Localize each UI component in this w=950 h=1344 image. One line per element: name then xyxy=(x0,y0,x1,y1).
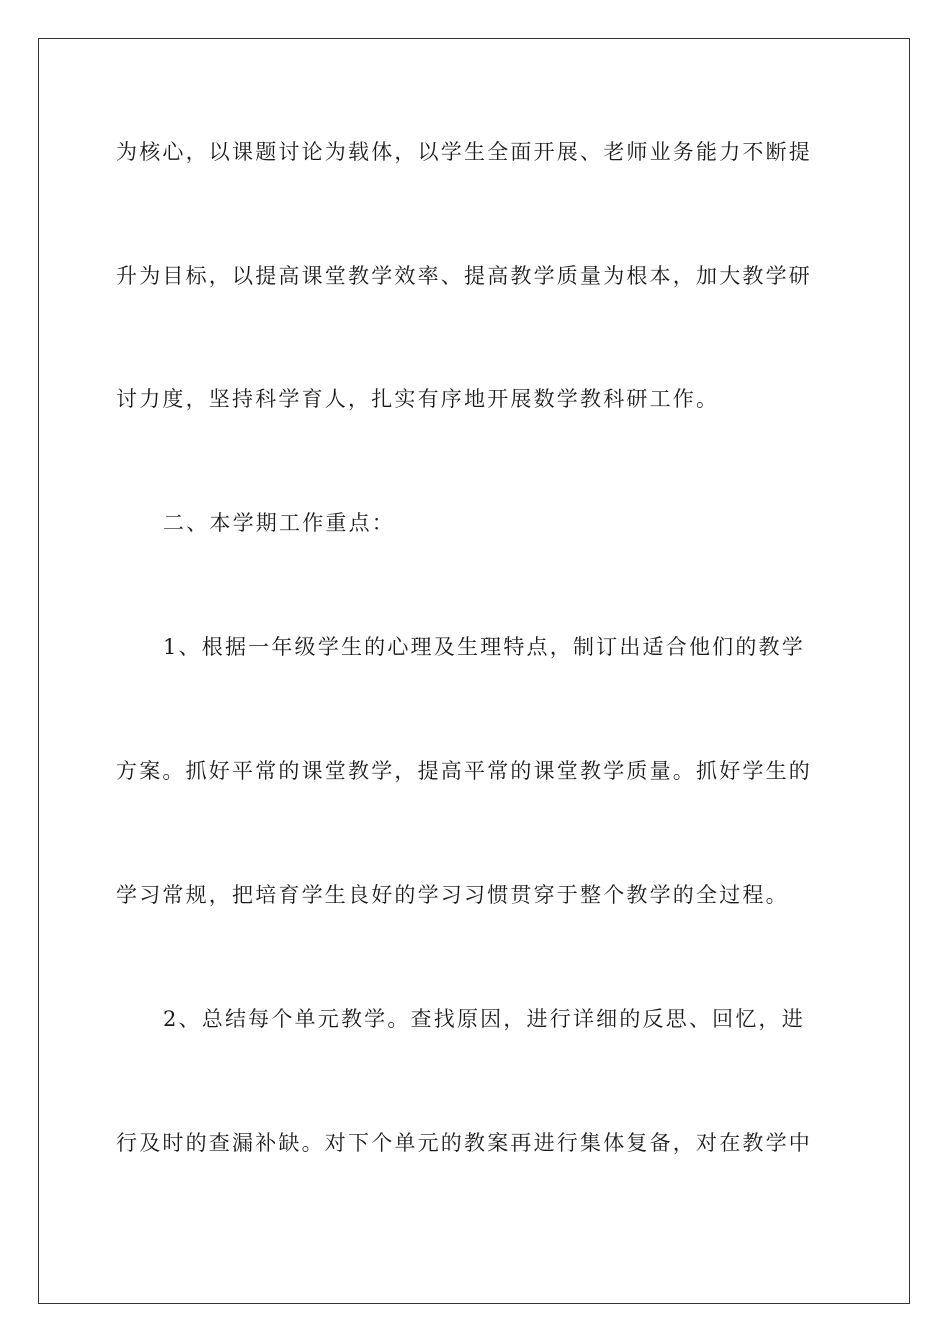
body-text-line: 行及时的查漏补缺。对下个单元的教案再进行集体复备，对在教学中 xyxy=(116,1131,812,1155)
paragraph-first-line: 1、根据一年级学生的心理及生理特点，制订出适合他们的教学 xyxy=(163,635,805,659)
body-text-line: 升为目标，以提高课堂教学效率、提高教学质量为根本，加大教学研 xyxy=(116,264,812,288)
section-heading: 二、本学期工作重点： xyxy=(163,511,395,535)
body-text-line: 方案。抓好平常的课堂教学，提高平常的课堂教学质量。抓好学生的 xyxy=(116,759,812,783)
page-border xyxy=(38,38,910,1304)
paragraph-first-line: 2、总结每个单元教学。查找原因，进行详细的反思、回忆，进 xyxy=(163,1007,805,1031)
body-text-line: 学习常规，把培育学生良好的学习习惯贯穿于整个教学的全过程。 xyxy=(116,883,789,907)
body-text-line: 为核心，以课题讨论为载体，以学生全面开展、老师业务能力不断提 xyxy=(116,140,812,164)
body-text-line: 讨力度，坚持科学育人，扎实有序地开展数学教科研工作。 xyxy=(116,387,720,411)
